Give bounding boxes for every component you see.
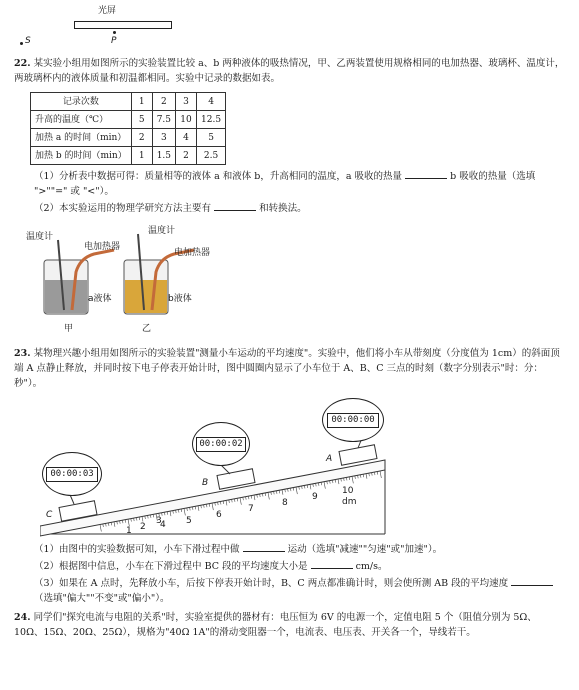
ruler-tick xyxy=(290,488,291,491)
ruler-tick xyxy=(229,500,230,503)
ruler-tick xyxy=(262,493,263,496)
ruler-tick xyxy=(195,506,196,509)
caption-right: 乙 xyxy=(142,324,152,334)
q23-sub3-text-a: （3）如果在 A 点时，先释放小车，后按下停表开始计时，B、C 两点都准确计时，则会使所测 AB 段的平均速度 xyxy=(34,578,509,589)
ruler-tick xyxy=(198,506,199,511)
ruler-tick xyxy=(218,502,219,505)
ruler-number: 9 xyxy=(312,492,318,502)
ruler-tick xyxy=(363,474,364,477)
ruler-tick xyxy=(355,476,356,479)
table-cell: 10 xyxy=(176,111,197,129)
table-cell: 2.5 xyxy=(197,147,226,165)
ruler-tick xyxy=(167,512,168,515)
ruler-tick xyxy=(265,493,266,496)
point-c-label: C xyxy=(46,510,53,520)
q22-sub2-text-a: （2）本实验运用的物理学研究方法主要有 xyxy=(34,203,212,214)
q23-sub1 xyxy=(14,541,566,557)
ruler-tick xyxy=(125,520,126,523)
liquid-b xyxy=(125,280,167,313)
table-cell: 2 xyxy=(152,93,175,111)
ruler-tick xyxy=(134,518,135,521)
ruler-tick xyxy=(187,508,188,511)
ruler-tick xyxy=(164,512,165,515)
table-cell: 12.5 xyxy=(197,111,226,129)
answer-blank[interactable] xyxy=(405,168,447,179)
ruler-tick xyxy=(190,507,191,510)
heater-right-label: 电加热器 xyxy=(174,248,211,258)
table-cell: 2 xyxy=(176,147,197,165)
table-row xyxy=(31,93,226,111)
ruler-tick xyxy=(372,473,373,476)
ruler-tick xyxy=(276,491,277,494)
ruler-tick xyxy=(117,521,118,524)
ruler-tick xyxy=(260,494,261,497)
answer-blank[interactable] xyxy=(311,558,353,569)
ruler-tick xyxy=(310,484,311,489)
ruler-number: 2 xyxy=(140,522,146,532)
ruler-tick xyxy=(274,491,275,494)
table-cell: 3 xyxy=(152,129,175,147)
ruler-tick xyxy=(344,478,345,481)
incline-drawing xyxy=(40,398,550,538)
ruler-tick xyxy=(136,518,137,521)
ruler-tick xyxy=(374,472,375,475)
point-s-dot xyxy=(20,42,23,45)
ruler-tick xyxy=(352,476,353,483)
table-cell: 加热 b 的时间（min） xyxy=(31,147,132,165)
ruler-tick xyxy=(288,489,289,492)
ruler-tick xyxy=(176,510,177,513)
ruler-number: 10 xyxy=(342,486,354,496)
q23-incline-figure xyxy=(40,398,550,538)
ruler-tick xyxy=(377,472,378,475)
ruler-tick xyxy=(293,488,294,491)
table-cell: 5 xyxy=(197,129,226,147)
ruler-number: 5 xyxy=(186,516,192,526)
ruler-tick xyxy=(153,514,154,517)
ruler-tick xyxy=(246,497,247,500)
liquid-a-label: a液体 xyxy=(88,294,112,304)
ruler-tick xyxy=(120,521,121,524)
ruler-tick xyxy=(148,515,149,518)
q23-number: 23. xyxy=(14,348,31,359)
answer-blank[interactable] xyxy=(511,575,553,586)
q23-sub3-text-b: （选填"偏大""不变"或"偏小"）。 xyxy=(34,593,170,604)
point-p-label: P xyxy=(111,36,117,46)
ruler-tick xyxy=(285,489,286,492)
ruler-tick xyxy=(122,520,123,523)
point-b-label: B xyxy=(202,478,209,488)
heater-left-label: 电加热器 xyxy=(84,242,121,252)
answer-blank[interactable] xyxy=(243,541,285,552)
point-a-label: A xyxy=(326,454,333,464)
ruler-tick xyxy=(254,495,255,500)
ruler-tick xyxy=(341,478,342,481)
ruler-tick xyxy=(173,511,174,514)
q24-number: 24. xyxy=(14,612,31,623)
table-cell: 7.5 xyxy=(152,111,175,129)
ruler-tick xyxy=(380,471,381,478)
ruler-tick xyxy=(240,498,241,505)
ruler-tick xyxy=(346,477,347,480)
ruler-tick xyxy=(279,490,280,493)
table-cell: 升高的温度（℃） xyxy=(31,111,132,129)
q22-number: 22. xyxy=(14,58,31,69)
ruler-tick xyxy=(114,522,115,527)
ruler-tick xyxy=(170,511,171,516)
q22-apparatus-figure xyxy=(24,222,224,340)
ruler-tick xyxy=(103,524,104,527)
ruler-tick xyxy=(251,496,252,499)
q22-sub1-text-b: b 吸收的热量（选填 ">""=" 或 "<"）。 xyxy=(34,171,536,197)
table-cell: 1.5 xyxy=(152,147,175,165)
ruler-tick xyxy=(324,482,325,489)
q23-sub1-text-a: （1）由图中的实验数据可知，小车下滑过程中做 xyxy=(34,544,240,555)
ruler-tick xyxy=(248,496,249,499)
ruler-tick xyxy=(307,485,308,488)
ruler-tick xyxy=(296,487,297,494)
ruler-tick xyxy=(369,473,370,476)
ruler-tick xyxy=(232,499,233,502)
ruler-number: 1 xyxy=(126,526,132,536)
ruler-tick xyxy=(360,475,361,478)
ruler-tick xyxy=(327,481,328,484)
ruler-tick xyxy=(321,482,322,485)
optics-figure xyxy=(20,4,180,50)
timer-b xyxy=(192,422,250,466)
ruler-tick xyxy=(111,522,112,525)
q24-stem xyxy=(14,610,566,640)
ruler-number: 6 xyxy=(216,510,222,520)
apparatus-drawing xyxy=(24,222,224,322)
ruler-tick xyxy=(332,480,333,483)
ruler-tick xyxy=(100,525,101,532)
table-cell: 1 xyxy=(131,93,152,111)
ruler-tick xyxy=(330,481,331,484)
ruler-number: 8 xyxy=(282,498,288,508)
q22-stem xyxy=(14,56,566,86)
ruler-tick xyxy=(338,479,339,484)
ruler-tick xyxy=(150,515,151,518)
ruler-tick xyxy=(318,483,319,486)
table-cell: 4 xyxy=(176,129,197,147)
ruler-tick xyxy=(335,480,336,483)
table-cell: 3 xyxy=(176,93,197,111)
ruler-tick xyxy=(313,484,314,487)
q22-sub2-text-b: 和转换法。 xyxy=(259,203,307,214)
ruler-tick xyxy=(178,510,179,513)
q24-stem-text: 同学们"探究电流与电阻的关系"时，实验室提供的器材有：电压恒为 6V 的电源一个，定值电阻 5 个（阻值分别为 5Ω、10Ω、15Ω、20Ω、25Ω），规格为"40Ω 1A"的滑动变阻器一个，电流表、电压表、开关各一个，导线若干。 xyxy=(14,612,537,638)
timer-a xyxy=(322,398,384,442)
ruler-tick xyxy=(237,498,238,501)
ruler-number: 3 xyxy=(156,516,162,526)
q23-sub1-text-b: 运动（选填"减速""匀速"或"加速"）。 xyxy=(287,544,443,555)
ruler-tick xyxy=(209,504,210,507)
q23-stem xyxy=(14,346,566,391)
answer-blank[interactable] xyxy=(214,200,256,211)
ruler-tick xyxy=(257,495,258,498)
q23-stem-text: 某物理兴趣小组用如图所示的实验装置"测量小车运动的平均速度"。实验中，他们将小车从带刻度（分度值为 1cm）的斜面顶端 A 点静止释放，并同时按下电子停表开始计时，图中圆圈内显示了小车位于 A、B、C 三点的时刻（数字分别表示"时：分：秒"）。 xyxy=(14,348,560,389)
ruler-tick xyxy=(201,505,202,508)
ruler-tick xyxy=(302,486,303,489)
ruler-tick xyxy=(106,523,107,526)
q23-sub2-text-a: （2）根据图中信息，小车在下滑过程中 BC 段的平均速度大小是 xyxy=(34,561,308,572)
ruler-tick xyxy=(181,509,182,512)
table-cell: 2 xyxy=(131,129,152,147)
ruler-number: 7 xyxy=(248,504,254,514)
ruler-tick xyxy=(234,499,235,502)
timer-a-display: 00:00:00 xyxy=(327,413,380,428)
ruler-tick xyxy=(282,490,283,495)
light-screen xyxy=(74,21,172,29)
q22-data-table xyxy=(30,92,226,165)
liquid-a xyxy=(45,280,87,313)
ruler-tick xyxy=(299,487,300,490)
ruler-tick xyxy=(204,505,205,508)
ruler-tick xyxy=(366,474,367,479)
q22-stem-text: 某实验小组用如图所示的实验装置比较 a、b 两种液体的吸热情况，甲、乙两装置使用规格相同的电加热器、玻璃杯、温度计，两玻璃杯内的液体质量和初温都相同。实验中记录的数据如表。 xyxy=(14,58,565,84)
table-cell: 记录次数 xyxy=(31,93,132,111)
thermometer-left-label: 温度计 xyxy=(26,232,54,242)
liquid-b-label: b液体 xyxy=(168,294,192,304)
ruler-tick xyxy=(243,497,244,500)
ruler-unit: dm xyxy=(342,497,357,507)
ruler-tick xyxy=(223,501,224,504)
caption-left: 甲 xyxy=(64,324,74,334)
timer-b-display: 00:00:02 xyxy=(196,437,245,452)
ruler-tick xyxy=(192,507,193,510)
q22-sub1-text-a: （1）分析表中数据可得：质量相等的液体 a 和液体 b，升高相同的温度，a 吸收的热量 xyxy=(34,171,403,182)
table-cell: 5 xyxy=(131,111,152,129)
table-cell: 4 xyxy=(197,93,226,111)
table-row xyxy=(31,147,226,165)
ruler-tick xyxy=(108,523,109,526)
ruler-tick xyxy=(271,492,272,495)
timer-c-display: 00:00:03 xyxy=(46,467,97,482)
table-row xyxy=(31,111,226,129)
q22-sub2 xyxy=(14,200,566,216)
ruler-tick xyxy=(145,516,146,519)
screen-label: 光屏 xyxy=(98,6,117,16)
ruler-tick xyxy=(215,503,216,506)
table-cell: 加热 a 的时间（min） xyxy=(31,129,132,147)
table-cell: 1 xyxy=(131,147,152,165)
ruler-tick xyxy=(349,477,350,480)
ruler-tick xyxy=(212,503,213,510)
ruler-number: 4 xyxy=(160,520,166,530)
q22-sub1 xyxy=(14,168,566,199)
table-row xyxy=(31,129,226,147)
thermometer-right-label: 温度计 xyxy=(148,226,176,236)
q23-sub2-text-b: cm/s。 xyxy=(355,561,388,572)
ruler-tick xyxy=(304,485,305,488)
ruler-tick xyxy=(206,504,207,507)
q23-sub2 xyxy=(14,558,566,574)
ruler-tick xyxy=(131,519,132,522)
ruler-tick xyxy=(358,475,359,478)
ruler-tick xyxy=(268,492,269,499)
ruler-tick xyxy=(316,483,317,486)
q23-sub3 xyxy=(14,575,566,606)
point-s-label: S xyxy=(25,36,31,46)
ruler-tick xyxy=(220,501,221,504)
ruler-tick xyxy=(226,500,227,505)
timer-c xyxy=(42,452,102,496)
